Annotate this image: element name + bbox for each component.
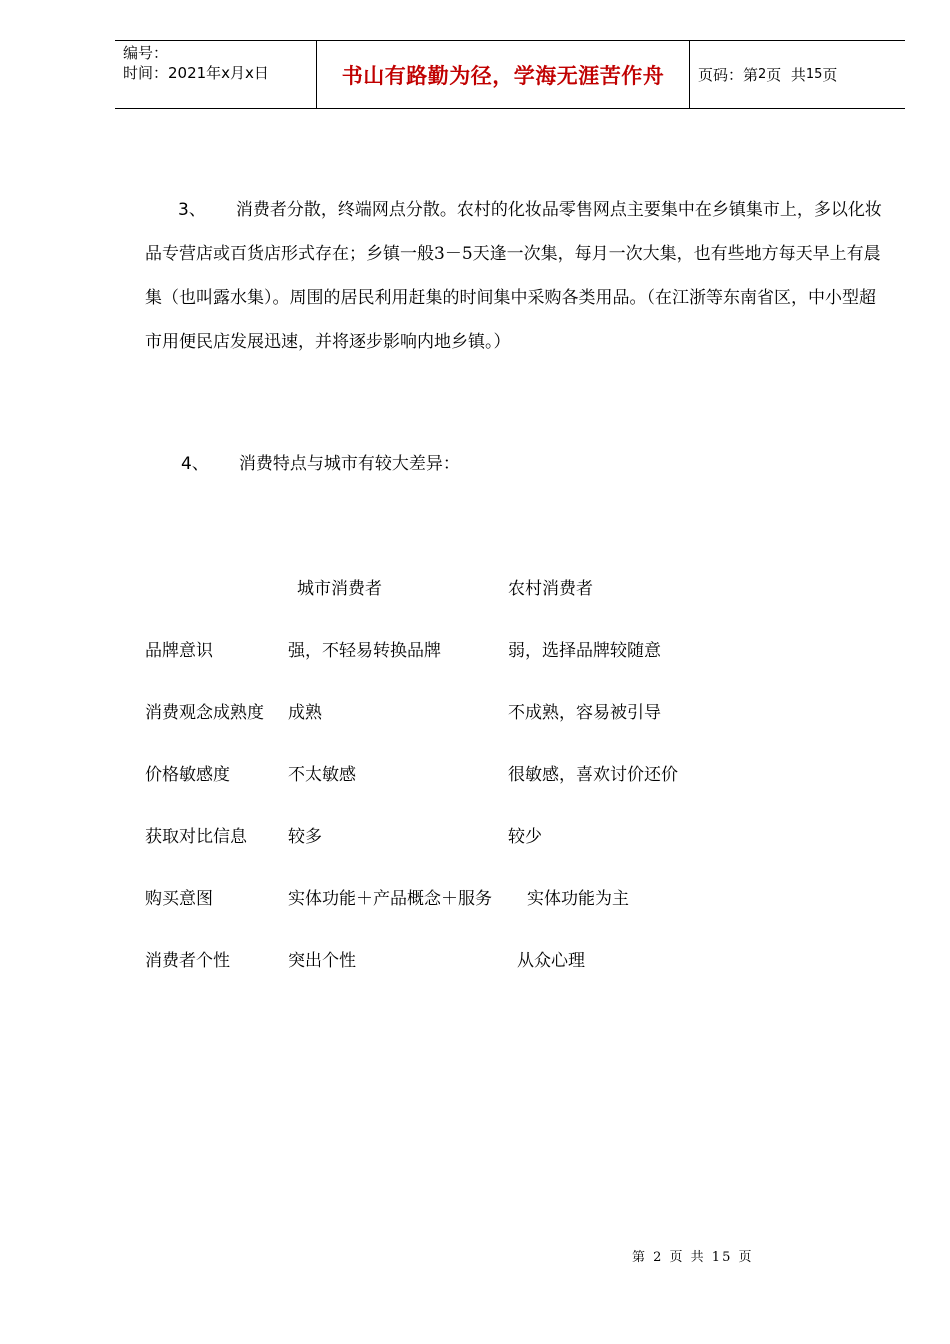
rural-value: 较少 bbox=[508, 827, 542, 847]
section-4-number: 4、 bbox=[181, 454, 209, 474]
header-meta bbox=[115, 41, 316, 108]
city-value: 成熟 bbox=[288, 703, 322, 723]
page-mid: 页 共 bbox=[766, 66, 806, 84]
rural-value: 从众心理 bbox=[517, 951, 585, 971]
row-label: 品牌意识 bbox=[145, 641, 213, 661]
rural-value: 很敏感，喜欢讨价还价 bbox=[508, 765, 678, 785]
page-suffix: 页 bbox=[822, 66, 838, 84]
header-motto: 书山有路勤为径，学海无涯苦作舟 bbox=[341, 63, 665, 88]
city-value: 强，不轻易转换品牌 bbox=[288, 641, 441, 661]
column-header-rural: 农村消费者 bbox=[508, 579, 593, 599]
row-label: 价格敏感度 bbox=[145, 765, 230, 785]
rural-value: 实体功能为主 bbox=[527, 889, 629, 909]
section-4-text: 消费特点与城市有较大差异： bbox=[238, 454, 460, 474]
city-value: 较多 bbox=[288, 827, 322, 847]
page-prefix: 页码：第 bbox=[698, 66, 759, 84]
document-number-label: 编号： bbox=[123, 44, 169, 62]
section-4-paragraph bbox=[145, 442, 885, 486]
section-3-number: 3、 bbox=[178, 200, 206, 220]
rural-value: 弱，选择品牌较随意 bbox=[508, 641, 661, 661]
rural-value: 不成熟，容易被引导 bbox=[508, 703, 661, 723]
row-label: 消费者个性 bbox=[145, 951, 230, 971]
page-footer: 第 2 页 共 15 页 bbox=[632, 1250, 754, 1265]
header-page-info bbox=[690, 41, 905, 108]
city-value: 实体功能＋产品概念＋服务 bbox=[288, 889, 492, 909]
page-number: 2 bbox=[758, 67, 767, 82]
row-label: 获取对比信息 bbox=[145, 827, 247, 847]
row-label: 购买意图 bbox=[145, 889, 213, 909]
page-total: 15 bbox=[805, 67, 823, 82]
document-time-label: 时间：2021年x月x日 bbox=[123, 64, 269, 82]
page-header bbox=[115, 40, 905, 109]
city-value: 突出个性 bbox=[288, 951, 356, 971]
section-3-text: 消费者分散，终端网点分散。农村的化妆品零售网点主要集中在乡镇集市上，多以化妆品专营店或百货店形式存在；乡镇一般3－5天逢一次集，每月一次大集，也有些地方每天早上有晨集（也叫露水集）。周围的居民利用赶集的时间集中采购各类用品。（在江浙等东南省区，中小型超市用便民店发展迅速，并将逐步影响内地乡镇。） bbox=[145, 200, 882, 352]
column-header-city: 城市消费者 bbox=[297, 579, 382, 599]
row-label: 消费观念成熟度 bbox=[145, 703, 264, 723]
header-motto-cell bbox=[316, 41, 690, 108]
city-value: 不太敏感 bbox=[288, 765, 356, 785]
section-3-paragraph bbox=[145, 188, 885, 364]
